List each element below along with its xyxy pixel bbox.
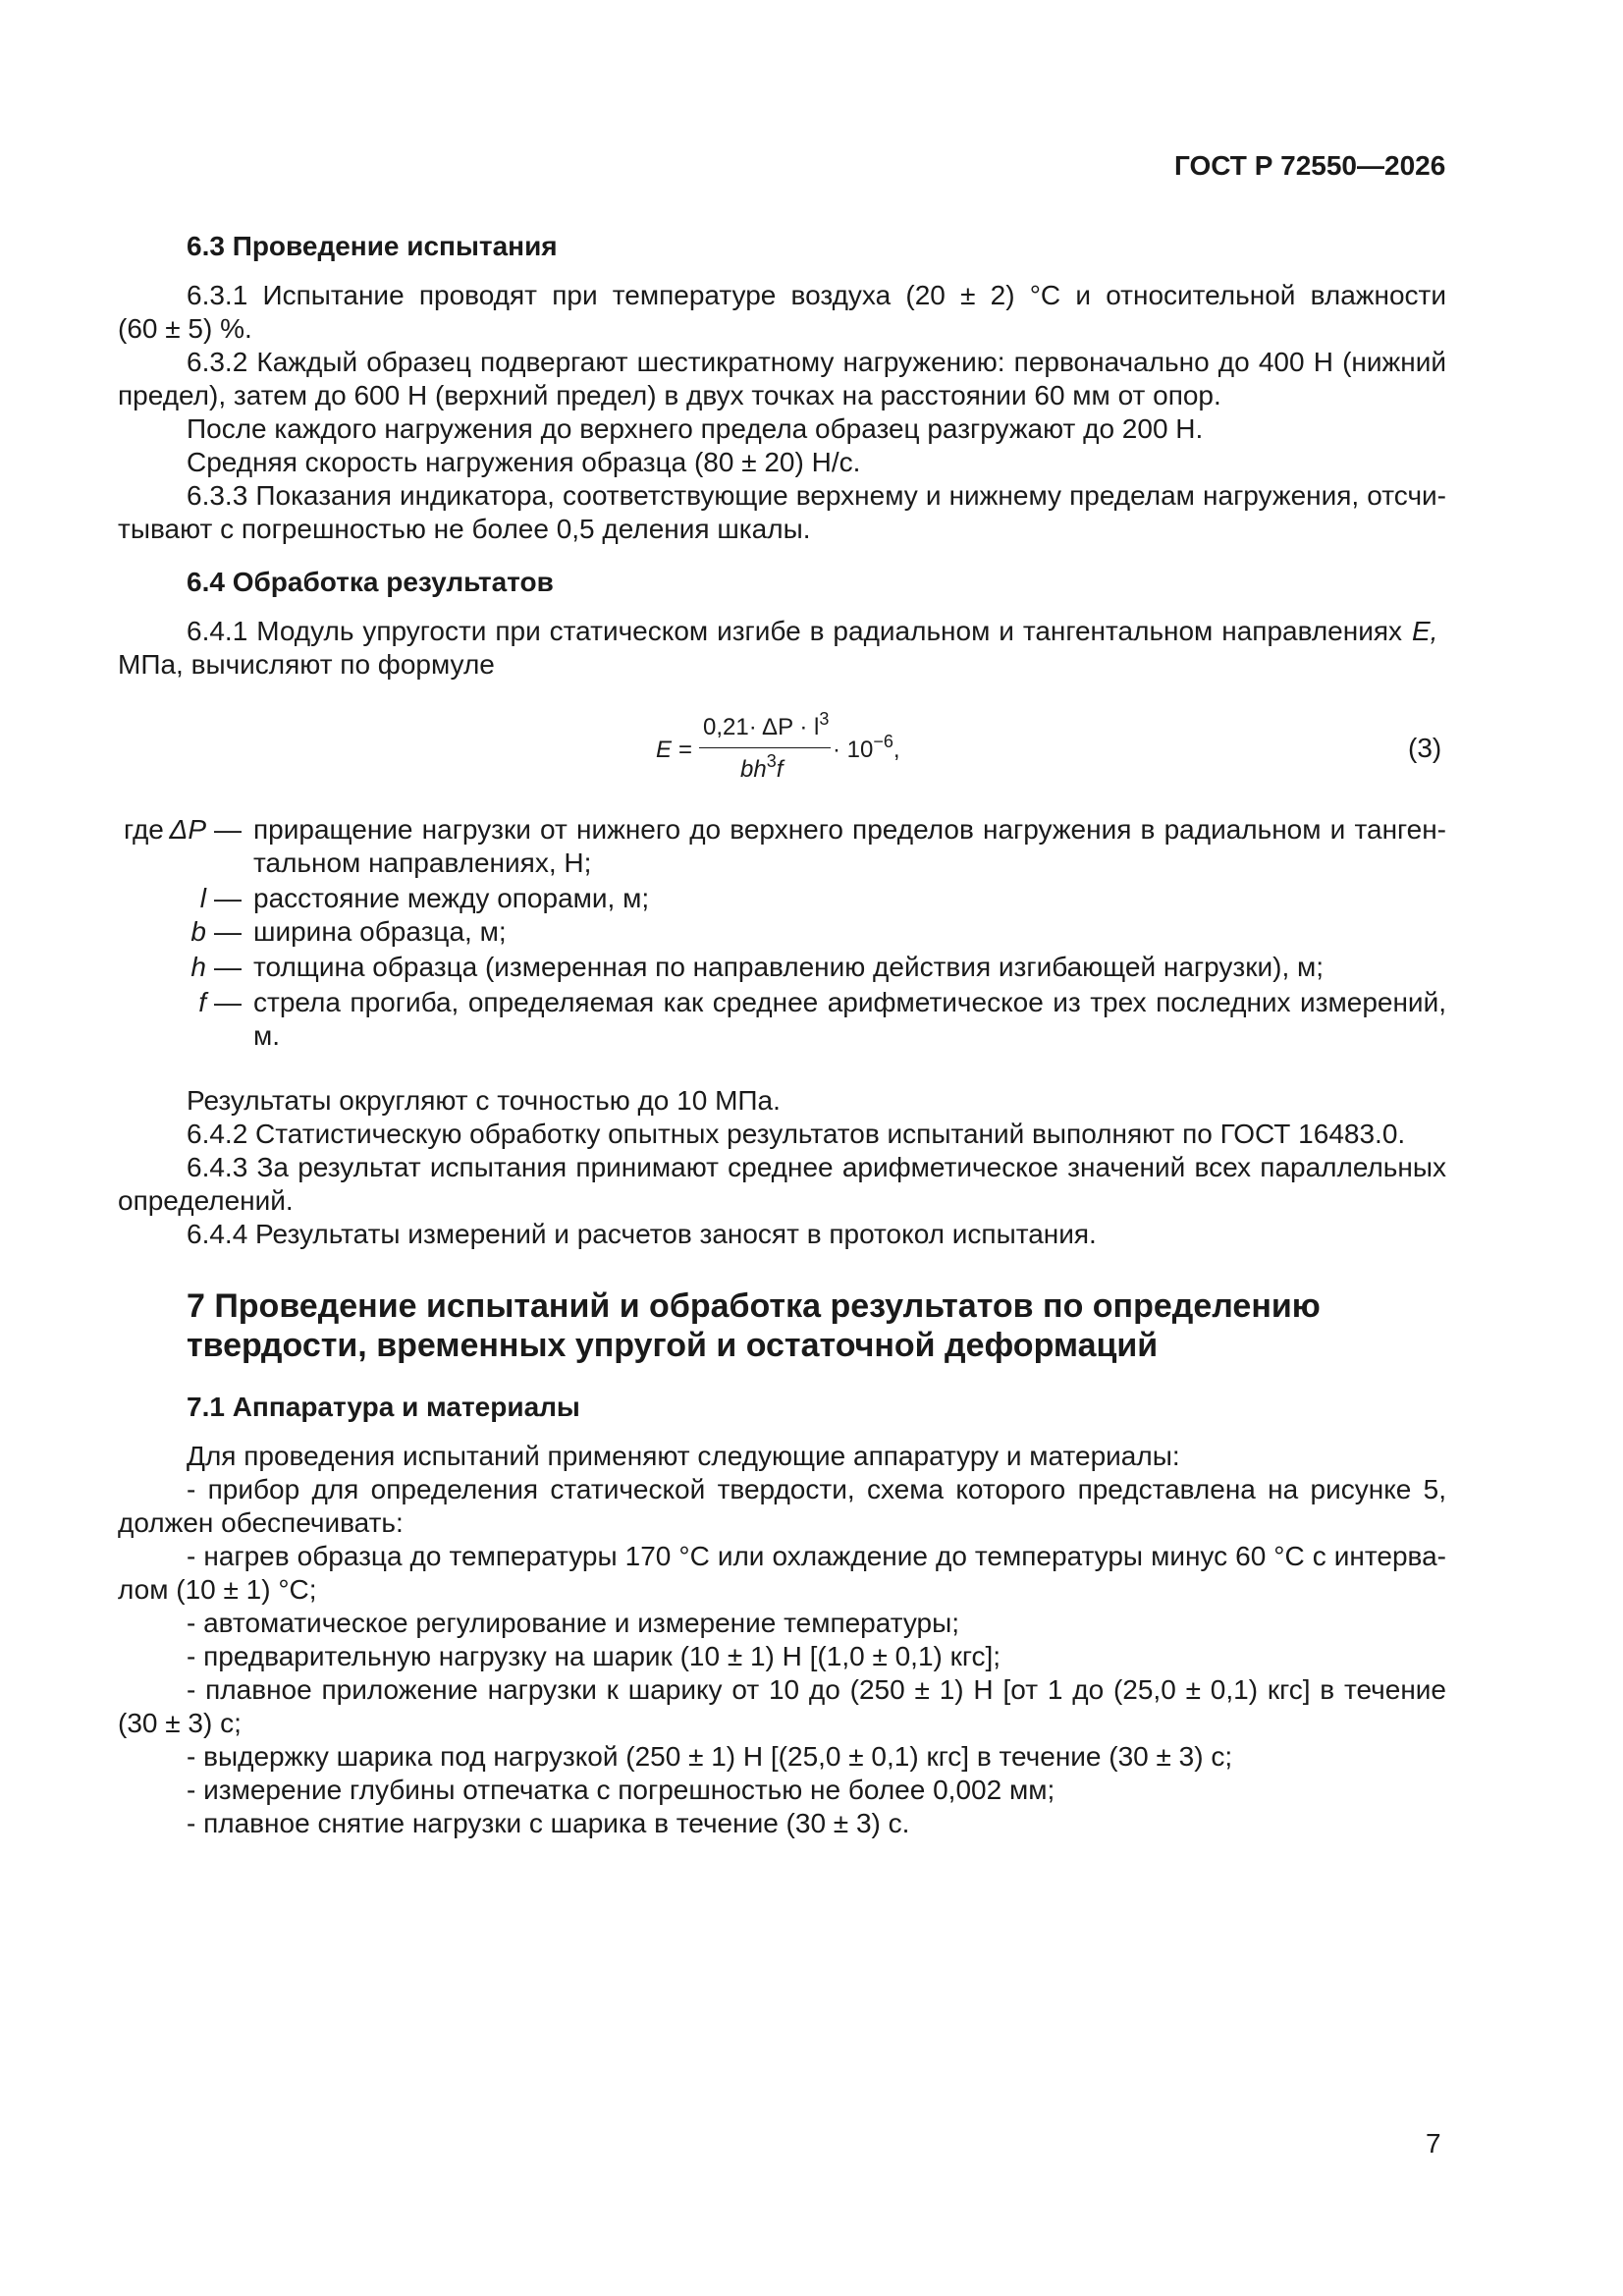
paragraph-6-3-1-line2: (60 ± 5) %.: [118, 313, 252, 344]
definition-text-cont: тальном направлениях, Н;: [253, 847, 592, 878]
section-6-3-title: 6.3 Проведение испытания: [187, 231, 558, 261]
list-item-unloading: - плавное снятие нагрузки с шарика в течение (30 ± 3) с.: [187, 1808, 910, 1838]
definition-text: приращение нагрузки от нижнего до верхнего пределов нагружения в радиальном и танген-: [253, 814, 1446, 845]
paragraph-7-1-intro: Для проведения испытаний применяют следующие аппаратуру и материалы:: [187, 1441, 1180, 1471]
definition-symbol: b: [190, 916, 206, 947]
document-code: ГОСТ Р 72550—2026: [1174, 150, 1446, 181]
definition-symbol: l: [199, 883, 206, 913]
list-item-regulation: - автоматическое регулирование и измерение температуры;: [187, 1608, 960, 1638]
paragraph-6-4-3-line1: 6.4.3 За результат испытания принимают среднее арифметическое значений всех параллельных: [187, 1152, 1446, 1182]
list-item-heating-line2: лом (10 ± 1) °С;: [118, 1574, 317, 1605]
paragraph-6-3-3-line2: тывают с погрешностью не более 0,5 деления шкалы.: [118, 514, 811, 544]
section-6-4-title: 6.4 Обработка результатов: [187, 567, 554, 597]
paragraph-speed: Средняя скорость нагружения образца (80 ± 20) Н/с.: [187, 447, 861, 477]
definition-text: стрела прогиба, определяемая как среднее арифметическое из трех последних измерений,: [253, 987, 1446, 1017]
formula-number: (3): [1408, 733, 1442, 763]
formula-fraction-bar: [699, 747, 831, 748]
paragraph-6-3-2-line1: 6.3.2 Каждый образец подвергают шестикратному нагружению: первоначально до 400 Н (нижний: [187, 347, 1446, 377]
definition-dash: —: [214, 987, 242, 1017]
paragraph-6-4-2: 6.4.2 Статистическую обработку опытных результатов испытаний выполняют по ГОСТ 16483.0.: [187, 1119, 1406, 1149]
paragraph-6-3-2-line2: предел), затем до 600 Н (верхний предел) в двух точках на расстоянии 60 мм от опор.: [118, 380, 1221, 410]
definition-symbol: h: [190, 952, 206, 982]
paragraph-rounding: Результаты округляют с точностью до 10 МПа.: [187, 1085, 781, 1116]
formula-numerator: $0,21\cdot \Delta P \cdot l^3$: [703, 709, 830, 740]
list-item-device-line1: - прибор для определения статической твердости, схема которого представлена на рисунке 5,: [187, 1474, 1446, 1504]
paragraph-6-4-4: 6.4.4 Результаты измерений и расчетов заносят в протокол испытания.: [187, 1219, 1097, 1249]
list-item-depth-measurement: - измерение глубины отпечатка с погрешностью не более 0,002 мм;: [187, 1775, 1055, 1805]
formula-lhs: E =: [656, 737, 692, 763]
definition-text: расстояние между опорами, м;: [253, 883, 650, 913]
paragraph-6-3-1-line1: 6.3.1 Испытание проводят при температуре воздуха (20 ± 2) °С и относительной влажности: [187, 280, 1446, 310]
definition-dash: —: [214, 814, 242, 845]
paragraph-6-4-1-line2: МПа, вычисляют по формуле: [118, 649, 495, 680]
page-number: 7: [1426, 2128, 1441, 2159]
section-7-1-title: 7.1 Аппаратура и материалы: [187, 1392, 580, 1422]
paragraph-unload: После каждого нагружения до верхнего предела образец разгружают до 200 Н.: [187, 413, 1204, 444]
definition-dash: —: [214, 883, 242, 913]
paragraph-6-4-3-line2: определений.: [118, 1185, 294, 1216]
list-item-load-application-line1: - плавное приложение нагрузки к шарику от 10 до (250 ± 1) Н [от 1 до (25,0 ± 0,1) кгс] в течение: [187, 1674, 1446, 1705]
definition-text: толщина образца (измеренная по направлению действия изгибающей нагрузки), м;: [253, 952, 1325, 982]
section-7-title-line2: твердости, временных упругой и остаточной деформаций: [187, 1327, 1159, 1364]
list-item-heating-line1: - нагрев образца до температуры 170 °С или охлаждение до температуры минус 60 °С с интерва-: [187, 1541, 1446, 1571]
paragraph-6-3-3-line1: 6.3.3 Показания индикатора, соответствующие верхнему и нижнему пределам нагружения, отсчи-: [187, 480, 1446, 511]
list-item-holding: - выдержку шарика под нагрузкой (250 ± 1) Н [(25,0 ± 0,1) кгс] в течение (30 ± 3) с;: [187, 1741, 1233, 1772]
definition-symbol: f: [198, 987, 206, 1017]
where-label: где: [124, 814, 164, 845]
definition-text: ширина образца, м;: [253, 916, 507, 947]
formula-denominator: $bh^3f$: [740, 751, 784, 783]
definition-symbol: ΔP: [169, 814, 206, 845]
formula-factor: · $10^{-6}$,: [833, 732, 900, 763]
paragraph-6-4-1-variable: E,: [1412, 616, 1438, 646]
list-item-preload: - предварительную нагрузку на шарик (10 ± 1) Н [(1,0 ± 0,1) кгс];: [187, 1641, 1001, 1671]
definition-dash: —: [214, 916, 242, 947]
list-item-device-line2: должен обеспечивать:: [118, 1507, 404, 1538]
section-7-title-line1: 7 Проведение испытаний и обработка результатов по определению: [187, 1287, 1321, 1325]
definition-dash: —: [214, 952, 242, 982]
paragraph-6-4-1-line1: 6.4.1 Модуль упругости при статическом изгибе в радиальном и тангентальном направлениях: [187, 616, 1402, 646]
definition-text-cont: м.: [253, 1020, 281, 1051]
list-item-load-application-line2: (30 ± 3) с;: [118, 1708, 242, 1738]
